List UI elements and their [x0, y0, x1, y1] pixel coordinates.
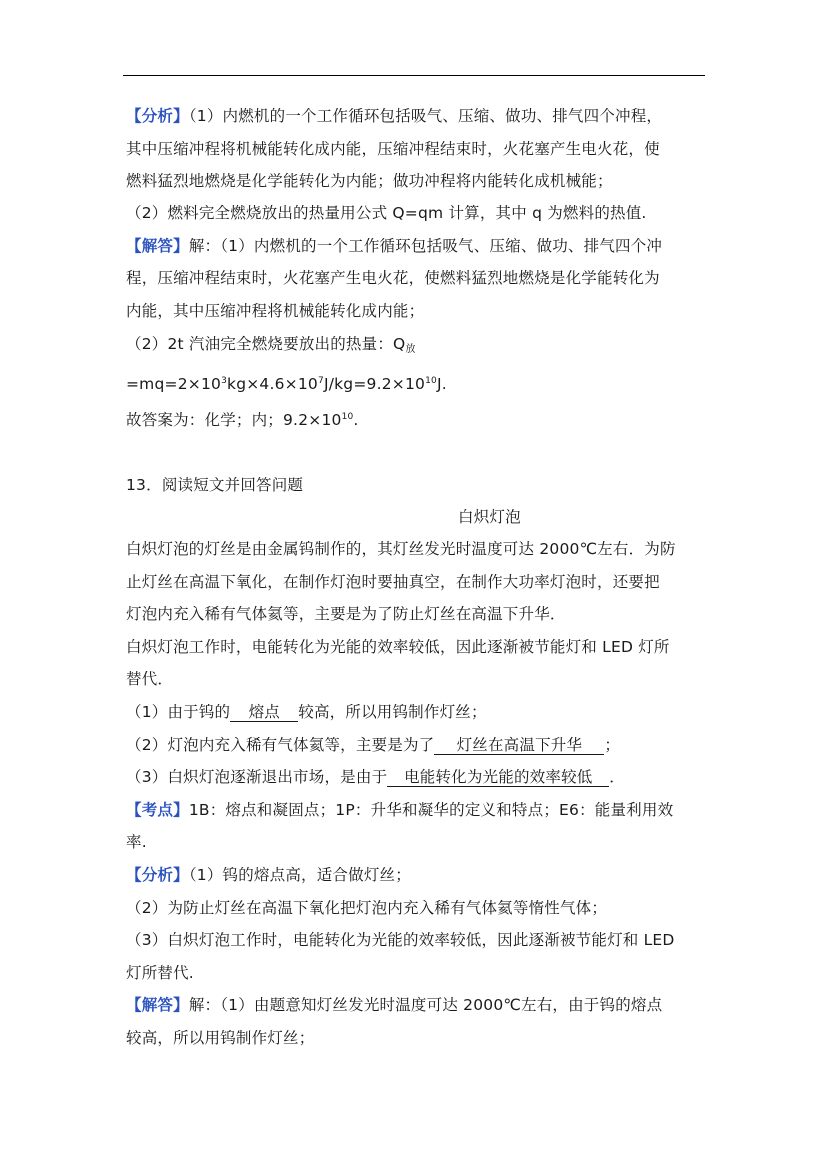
- point-line-2: 率.: [126, 833, 147, 851]
- final-answer: 故答案为：化学；内；$9.2\times 10^{10}$.: [126, 411, 359, 429]
- sub-question-1: （1）由于钨的 熔点 较高，所以用钨制作灯丝；: [126, 703, 487, 721]
- answer-line-4: （2）2t 汽油完全燃烧要放出的热量：$Q_放$: [126, 335, 416, 355]
- answer2-line-2: 较高，所以用钨制作灯丝；: [126, 1029, 315, 1047]
- analysis2-line-1: 【分析】（1）钨的熔点高，适合做灯丝；: [126, 866, 411, 884]
- analysis-tag: 【分析】: [126, 107, 189, 125]
- header-rule: [123, 75, 705, 76]
- analysis-line-3: 燃料猛烈地燃烧是化学能转化为内能；做功冲程将内能转化成机械能；: [126, 172, 613, 190]
- question-heading: 13．阅读短文并回答问题: [126, 476, 304, 494]
- answer-blank-3: 电能转化为光能的效率较低: [387, 768, 609, 787]
- passage-line-3: 灯泡内充入稀有气体氦等，主要是为了防止灯丝在高温下升华．: [126, 605, 566, 623]
- passage-line-2: 止灯丝在高温下氧化，在制作灯泡时要抽真空，在制作大功率灯泡时，还要把: [126, 573, 660, 591]
- answer-line-2: 程，压缩冲程结束时，火花塞产生电火花，使燃料猛烈地燃烧是化学能转化为: [126, 269, 660, 287]
- analysis-line-1: 【分析】（1）内燃机的一个工作循环包括吸气、压缩、做功、排气四个冲程，: [126, 107, 663, 125]
- point-tag: 【考点】: [126, 801, 189, 819]
- passage-line-4: 白炽灯泡工作时，电能转化为光能的效率较低，因此逐渐被节能灯和 LED 灯所: [126, 638, 670, 656]
- analysis2-line-3: （3）白炽灯泡工作时，电能转化为光能的效率较低，因此逐渐被节能灯和 LED: [126, 931, 675, 949]
- answer-line-3: 内能，其中压缩冲程将机械能转化成内能；: [126, 302, 425, 320]
- answer-blank-1: 熔点: [230, 703, 298, 722]
- answer-formula: $=mq=2\times 10^3kg\times 4.6\times 10^7J/kg=9.2\times 10^{10}J$.: [126, 375, 447, 393]
- passage-line-5: 替代．: [126, 670, 174, 688]
- answer2-tag: 【解答】: [126, 996, 189, 1014]
- answer-blank-2: 灯丝在高温下升华: [434, 736, 604, 755]
- sub-question-3: （3）白炽灯泡逐渐退出市场，是由于 电能转化为光能的效率较低 ．: [126, 768, 625, 786]
- analysis2-line-2: （2）为防止灯丝在高温下氧化把灯泡内充入稀有气体氦等惰性气体；: [126, 899, 608, 917]
- answer-tag: 【解答】: [126, 237, 189, 255]
- analysis2-tag: 【分析】: [126, 866, 189, 884]
- sub-question-2: （2）灯泡内充入稀有气体氦等，主要是为了 灯丝在高温下升华 ；: [126, 736, 621, 754]
- passage-line-1: 白炽灯泡的灯丝是由金属钨制作的，其灯丝发光时温度可达 2000℃左右．为防: [126, 540, 676, 558]
- analysis-line-2: 其中压缩冲程将机械能转化成内能，压缩冲程结束时，火花塞产生电火花，使: [126, 140, 660, 158]
- analysis2-line-4: 灯所替代.: [126, 964, 194, 982]
- answer-line-1: 【解答】解：（1）内燃机的一个工作循环包括吸气、压缩、做功、排气四个冲: [126, 237, 663, 255]
- analysis-line-4: （2）燃料完全燃烧放出的热量用公式 Q=qm 计算，其中 q 为燃料的热值.: [126, 204, 647, 222]
- passage-title: 白炽灯泡: [458, 508, 521, 526]
- point-line-1: 【考点】1B：熔点和凝固点；1P：升华和凝华的定义和特点；E6：能量利用效: [126, 801, 674, 819]
- answer2-line-1: 【解答】解：（1）由题意知灯丝发光时温度可达 2000℃左右，由于钨的熔点: [126, 996, 663, 1014]
